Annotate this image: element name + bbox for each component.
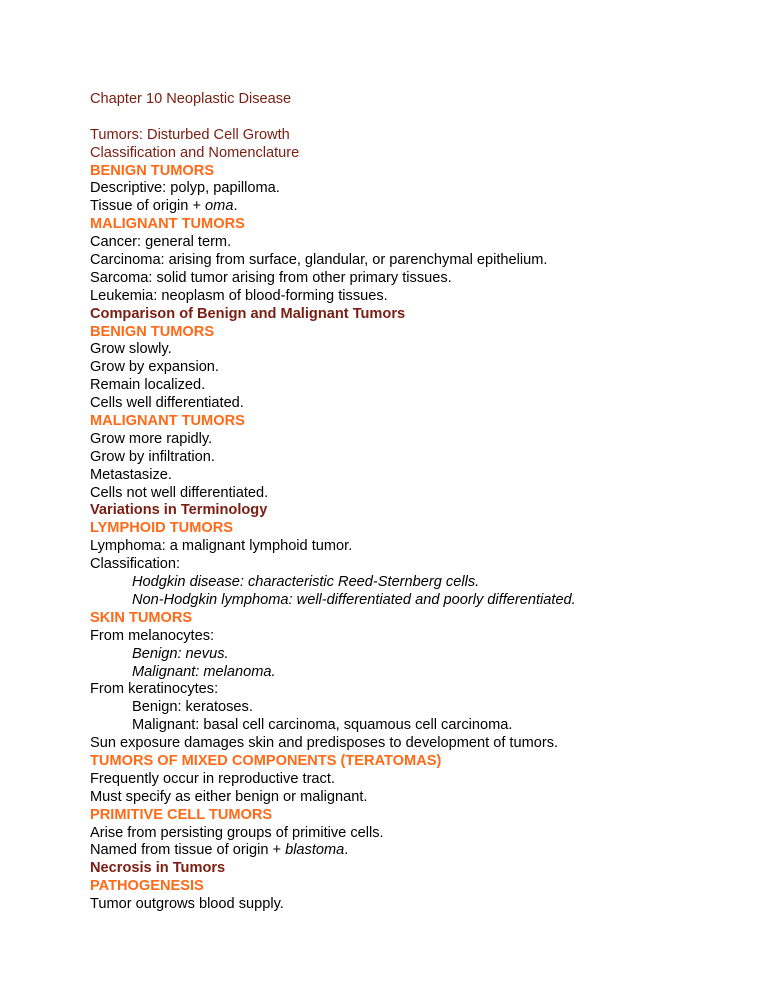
text-fragment: Tissue of origin + [90, 198, 206, 215]
heading-pathogenesis: PATHOGENESIS [90, 878, 204, 895]
text-line-tissue-origin [90, 198, 750, 216]
heading-benign-tumors: BENIGN TUMORS [90, 162, 215, 179]
heading-variations: Variations in Terminology [90, 502, 268, 519]
indented-italic-line [90, 592, 750, 610]
text-line: Cells well differentiated. [90, 395, 244, 412]
blank-line [90, 109, 750, 127]
heading-necrosis: Necrosis in Tumors [90, 860, 226, 877]
text-line: Leukemia: neoplasm of blood-forming tissues. [90, 287, 388, 304]
italic-text: Malignant: melanoma. [132, 663, 276, 680]
indented-line: Benign: keratoses. [132, 699, 253, 716]
heading-malignant-tumors: MALIGNANT TUMORS [90, 413, 245, 430]
indented-italic-line [90, 646, 750, 664]
italic-text: Non-Hodgkin lymphoma: well-differentiated and poorly differentiated. [132, 591, 576, 608]
text-line: Metastasize. [90, 466, 172, 483]
text-fragment: . [233, 198, 238, 215]
heading-primitive-cell-tumors: PRIMITIVE CELL TUMORS [90, 806, 273, 823]
text-line: Grow slowly. [90, 341, 172, 358]
heading-malignant-tumors: MALIGNANT TUMORS [90, 216, 245, 233]
text-line: From melanocytes: [90, 627, 215, 644]
italic-term: oma [205, 198, 234, 215]
text-line: From keratinocytes: [90, 681, 219, 698]
indented-italic-line [90, 574, 750, 592]
italic-text: Benign: nevus. [132, 645, 229, 662]
text-line: Classification: [90, 556, 181, 573]
indented-line: Malignant: basal cell carcinoma, squamous cell carcinoma. [132, 717, 513, 734]
text-line: Descriptive: polyp, papilloma. [90, 180, 280, 197]
text-line: Frequently occur in reproductive tract. [90, 770, 335, 787]
heading-benign-tumors: BENIGN TUMORS [90, 323, 215, 340]
section-subtitle: Classification and Nomenclature [90, 144, 300, 161]
chapter-title: Chapter 10 Neoplastic Disease [90, 91, 292, 107]
text-line: Carcinoma: arising from surface, glandular, or parenchymal epithelium. [90, 252, 548, 269]
text-line: Tumor outgrows blood supply. [90, 896, 284, 913]
text-line-blastoma [90, 842, 750, 860]
text-line: Sarcoma: solid tumor arising from other primary tissues. [90, 269, 452, 286]
text-line: Lymphoma: a malignant lymphoid tumor. [90, 538, 353, 555]
text-line: Arise from persisting groups of primitive cells. [90, 824, 384, 841]
text-line: Grow more rapidly. [90, 430, 213, 447]
heading-skin-tumors: SKIN TUMORS [90, 609, 193, 626]
document-page [90, 91, 750, 914]
italic-text: Hodgkin disease: characteristic Reed-Sternberg cells. [132, 574, 480, 591]
heading-teratomas: TUMORS OF MIXED COMPONENTS (TERATOMAS) [90, 752, 442, 769]
text-line: Grow by expansion. [90, 359, 219, 376]
italic-term: blastoma [285, 842, 345, 859]
text-line: Grow by infiltration. [90, 448, 215, 465]
text-fragment: Named from tissue of origin + [90, 842, 286, 859]
text-line: Cancer: general term. [90, 234, 232, 251]
text-line: Sun exposure damages skin and predisposes to development of tumors. [90, 735, 559, 752]
heading-comparison: Comparison of Benign and Malignant Tumors [90, 305, 406, 322]
indented-italic-line [90, 664, 750, 682]
text-line: Cells not well differentiated. [90, 484, 269, 501]
text-fragment: . [344, 842, 349, 859]
section-title: Tumors: Disturbed Cell Growth [90, 126, 290, 143]
heading-lymphoid-tumors: LYMPHOID TUMORS [90, 520, 233, 537]
text-line: Remain localized. [90, 377, 206, 394]
text-line: Must specify as either benign or malignant. [90, 788, 368, 805]
